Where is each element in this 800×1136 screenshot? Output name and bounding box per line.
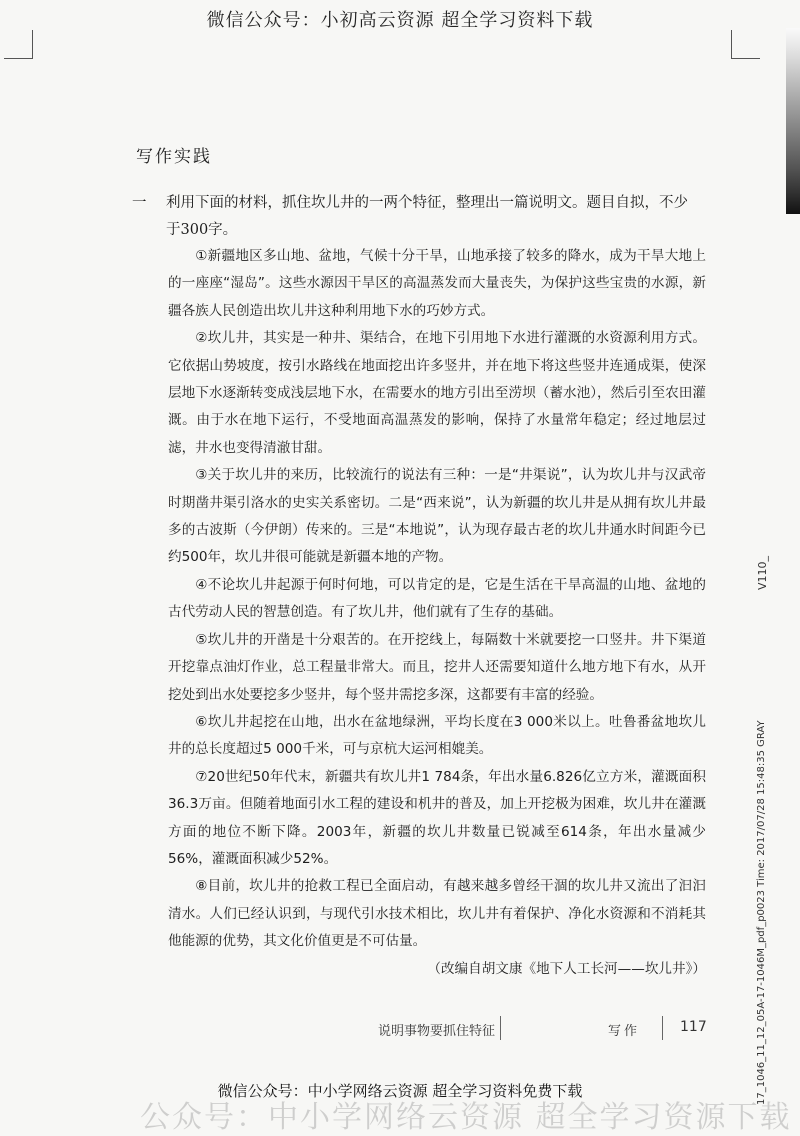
source-citation: （改编自胡文康《地下人工长河——坎儿井》） <box>427 960 706 977</box>
paragraph-7: ⑦20世纪50年代末，新疆共有坎儿井1 784条，年出水量6.826亿立方米，灌溉面积36.3万亩。但随着地面引水工程的建设和机井的普及，加上开挖极为困难，坎儿井在灌溉方面的地位不断下降。2003年，新疆的坎儿井数量已锐减至614条，年出水量减少56%，灌溉面积减少52%。 <box>168 768 706 867</box>
paragraph-5: ⑤坎儿井的开凿是十分艰苦的。在开挖线上，每隔数十米就要挖一口竖井。井下渠道开挖靠点油灯作业，总工程量非常大。而且，挖井人还需要知道什么地方地下有水，从开挖处到出水处要挖多少竖井，每个竖井需挖多深，这都要有丰富的经验。 <box>168 631 706 703</box>
footer-divider <box>500 1016 501 1040</box>
footer-divider <box>662 1016 663 1040</box>
side-mark: V110_ <box>756 555 769 590</box>
paragraph-4: ④不论坎儿井起源于何时何地，可以肯定的是，它是生活在干旱高温的山地、盆地的古代劳动人民的智慧创造。有了坎儿井，他们就有了生存的基础。 <box>168 576 706 621</box>
print-metadata: 17_1046_11_12_05A-17-1046M_pdf_p0023 Time: 2017/07/28 15:48:35 GRAY <box>756 720 767 1105</box>
crop-mark-top-left <box>4 30 33 59</box>
paragraph-8: ⑧目前，坎儿井的抢救工程已全面启动，有越来越多曾经干涸的坎儿井又流出了汩汩清水。人们已经认识到，与现代引水技术相比，坎儿井有着保护、净化水资源和不消耗其他能源的优势，其文化价值更是不可估量。 <box>168 878 706 950</box>
top-banner: 微信公众号：小初高云资源 超全学习资料下载 <box>206 10 594 31</box>
page-number: 117 <box>680 1019 707 1035</box>
page-footer <box>0 1018 800 1044</box>
bottom-banner: 微信公众号：中小学网络云资源 超全学习资料免费下载 <box>217 1082 583 1100</box>
gray-calibration-bar <box>786 28 800 214</box>
paragraph-2: ②坎儿井，其实是一种井、渠结合，在地下引用地下水进行灌溉的水资源利用方式。它依据山势坡度，按引水路线在地面挖出许多竖井，并在地下将这些竖井连通成渠，使深层地下水逐渐转变成浅层地下水，在需要水的地方引出至涝坝（蓄水池），然后引至农田灌溉。由于水在地下运行，不受地面高温蒸发的影响，保持了水量常年稳定；经过地层过滤，井水也变得清澈甘甜。 <box>168 330 706 456</box>
watermark: 公众号：中小学网络云资源 超全学习资源下载 <box>140 1100 792 1135</box>
paragraph-1: ①新疆地区多山地、盆地，气候十分干旱，山地承接了较多的降水，成为干旱大地上的一座座“湿岛”。这些水源因干旱区的高温蒸发而大量丧失，为保护这些宝贵的水源，新疆各族人民创造出坎儿井这种利用地下水的巧妙方式。 <box>168 248 706 319</box>
footer-chapter: 说明事物要抓住特征 <box>378 1024 496 1039</box>
paragraph-6: ⑥坎儿井起挖在山地，出水在盆地绿洲，平均长度在3 000米以上。吐鲁番盆地坎儿井的总长度超过5 000千米，可与京杭大运河相媲美。 <box>168 713 706 758</box>
task-number: 一 <box>132 195 147 211</box>
section-title: 写作实践 <box>136 147 212 167</box>
writing-task <box>132 190 696 244</box>
task-instruction: 利用下面的材料，抓住坎儿井的一两个特征，整理出一篇说明文。题目自拟，不少于300字。 <box>166 195 688 238</box>
crop-mark-top-right <box>731 30 760 59</box>
footer-section: 写作 <box>608 1024 641 1039</box>
reading-material <box>168 243 706 983</box>
paragraph-3: ③关于坎儿井的来历，比较流行的说法有三种：一是“井渠说”，认为坎儿井与汉武帝时期凿井渠引洛水的史实关系密切。二是“西来说”，认为新疆的坎儿井是从拥有坎儿井最多的古波斯（今伊朗）传来的。三是“本地说”，认为现存最古老的坎儿井通水时间距今已约500年，坎儿井很可能就是新疆本地的产物。 <box>168 467 706 566</box>
